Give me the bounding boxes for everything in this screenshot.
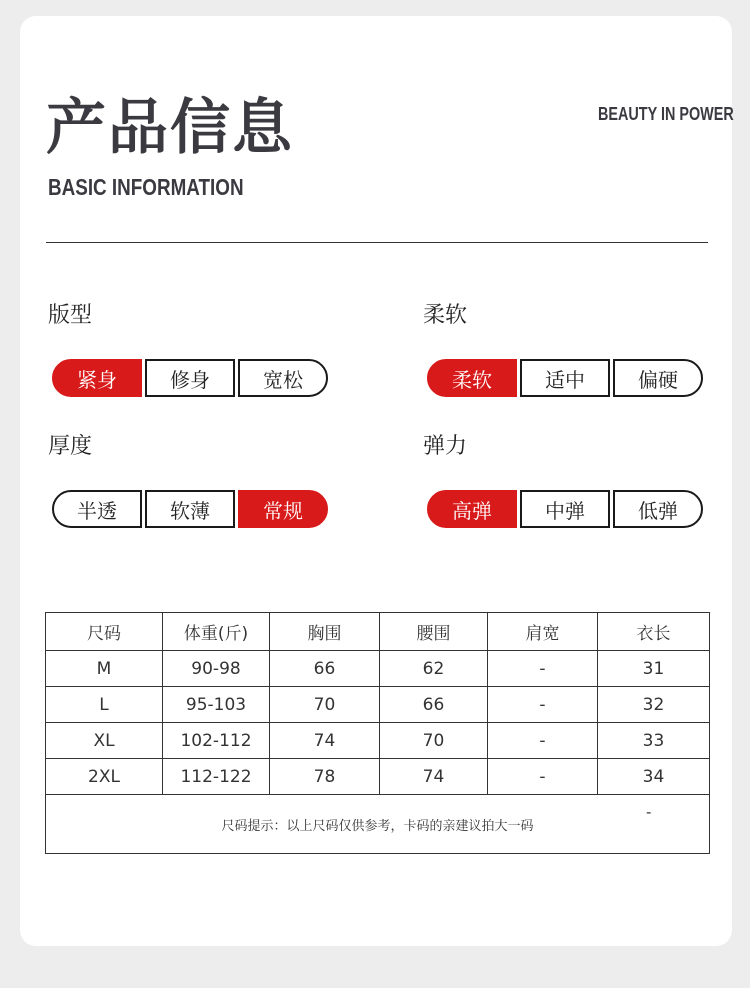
option-elasticity-0: 高弹 [427,490,517,528]
table-cell: XL [46,723,163,759]
size-note-cell [46,795,710,854]
table-cell: 31 [598,651,710,687]
option-fit-0: 紧身 [52,359,142,397]
option-softness-1: 适中 [520,359,610,397]
table-note-row [46,795,710,854]
page-subtitle: BASIC INFORMATION [48,174,244,200]
table-header-cell: 胸围 [270,613,380,651]
table-row [46,723,710,759]
attr-label-thickness: 厚度 [48,434,93,459]
table-cell: - [488,651,598,687]
table-cell: 74 [380,759,488,795]
table-cell: L [46,687,163,723]
option-fit-2: 宽松 [238,359,328,397]
option-softness-2: 偏硬 [613,359,703,397]
option-elasticity-2: 低弹 [613,490,703,528]
attr-options-fit [52,359,328,397]
table-cell: - [488,687,598,723]
option-softness-0: 柔软 [427,359,517,397]
table-header-row [46,613,710,651]
table-cell: 95-103 [163,687,270,723]
table-cell: 32 [598,687,710,723]
table-header-cell: 尺码 [46,613,163,651]
attr-options-softness [427,359,703,397]
size-table [45,612,710,854]
table-header-cell: 体重(斤) [163,613,270,651]
table-cell: 74 [270,723,380,759]
divider [46,242,708,243]
table-cell: 78 [270,759,380,795]
option-thickness-1: 软薄 [145,490,235,528]
table-cell: 90-98 [163,651,270,687]
table-row [46,687,710,723]
option-elasticity-1: 中弹 [520,490,610,528]
option-thickness-0: 半透 [52,490,142,528]
table-cell: - [488,759,598,795]
table-cell: 112-122 [163,759,270,795]
option-fit-1: 修身 [145,359,235,397]
table-cell: - [488,723,598,759]
attr-label-elasticity: 弹力 [423,434,468,459]
table-cell: 62 [380,651,488,687]
option-thickness-2: 常规 [238,490,328,528]
attr-options-thickness [52,490,328,528]
table-row [46,759,710,795]
table-cell: 66 [380,687,488,723]
attr-options-elasticity [427,490,703,528]
size-note: 尺码提示：以上尺码仅供参考，卡码的亲建议拍大一码 [221,819,534,834]
table-cell: 70 [380,723,488,759]
page-title: 产品信息 [46,93,294,163]
table-cell: 33 [598,723,710,759]
table-cell: 102-112 [163,723,270,759]
attr-label-fit: 版型 [48,303,93,328]
brand-slogan: BEAUTY IN POWER [598,104,734,124]
table-cell: 2XL [46,759,163,795]
table-cell: M [46,651,163,687]
table-cell: 34 [598,759,710,795]
table-header-cell: 衣长 [598,613,710,651]
table-cell: 66 [270,651,380,687]
table-row [46,651,710,687]
attr-label-softness: 柔软 [423,303,468,328]
table-cell: 70 [270,687,380,723]
table-header-cell: 肩宽 [488,613,598,651]
table-header-cell: 腰围 [380,613,488,651]
note-dash: - [646,803,652,821]
